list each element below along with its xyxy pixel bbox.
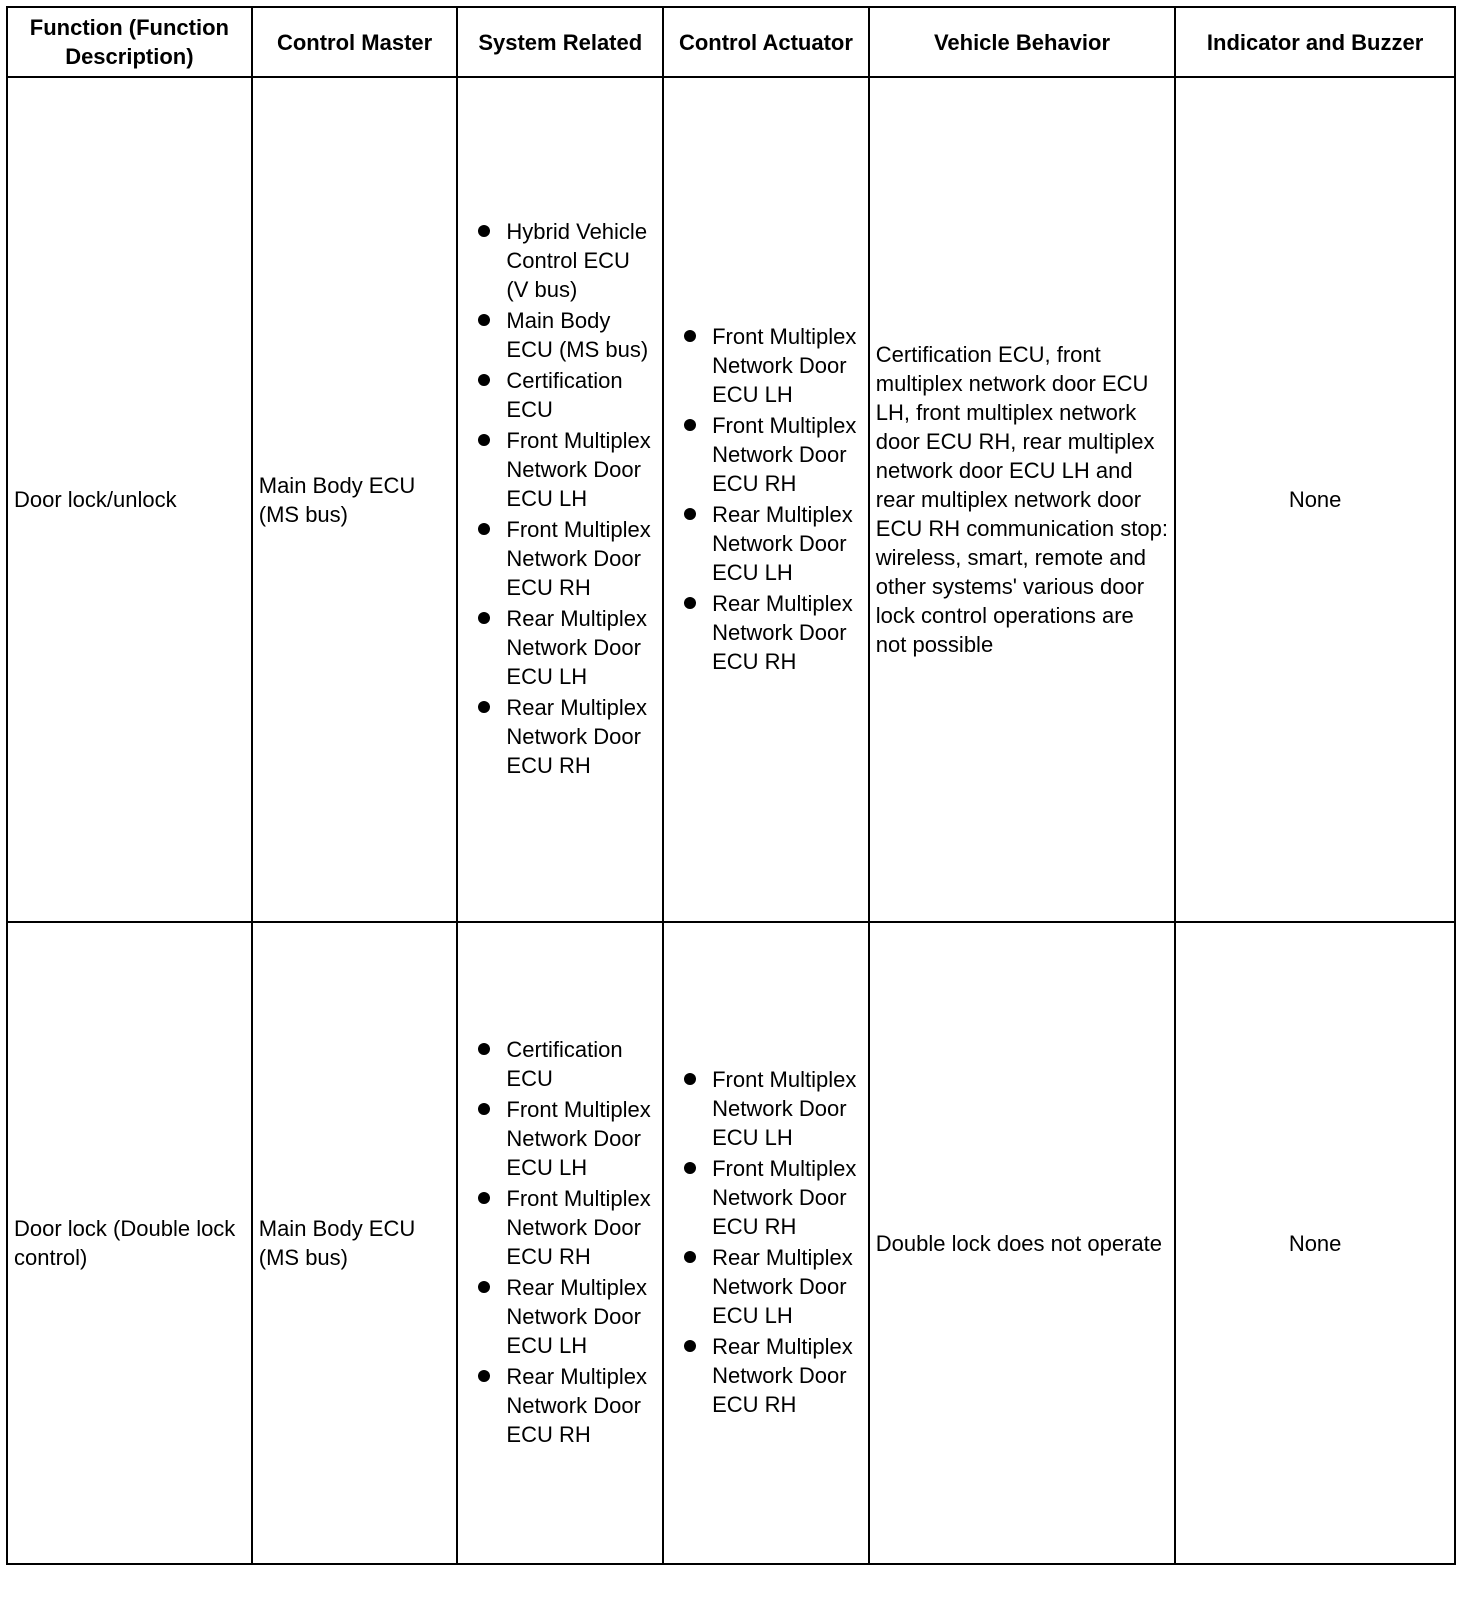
bullet-icon (478, 1281, 490, 1293)
control-actuator-cell (663, 922, 869, 1564)
list-item: Front Multiplex Network Door ECU LH (664, 1065, 868, 1152)
list-item: Main Body ECU (MS bus) (458, 306, 662, 364)
indicator-buzzer-cell: None (1175, 922, 1455, 1564)
header-indicator-buzzer: Indicator and Buzzer (1175, 7, 1455, 77)
control-actuator-cell (663, 77, 869, 922)
function-cell: Door lock (Double lock control) (7, 922, 252, 1564)
list-item: Rear Multiplex Network Door ECU RH (458, 693, 662, 780)
bullet-icon (684, 330, 696, 342)
table-row (7, 77, 1455, 922)
system-related-cell (457, 77, 663, 922)
bullet-icon (684, 1162, 696, 1174)
list-item: Hybrid Vehicle Control ECU (V bus) (458, 217, 662, 304)
list-item: Front Multiplex Network Door ECU LH (458, 1095, 662, 1182)
bullet-icon (478, 1192, 490, 1204)
bullet-icon (684, 508, 696, 520)
bullet-icon (478, 434, 490, 446)
bullet-icon (478, 523, 490, 535)
control-master-cell: Main Body ECU (MS bus) (252, 77, 458, 922)
header-row (7, 7, 1455, 77)
list-item: Rear Multiplex Network Door ECU LH (458, 1273, 662, 1360)
table-row (7, 922, 1455, 1564)
list-item: Certification ECU (458, 366, 662, 424)
list-item: Rear Multiplex Network Door ECU RH (664, 1332, 868, 1419)
list-item: Rear Multiplex Network Door ECU RH (664, 589, 868, 676)
header-vehicle-behavior: Vehicle Behavior (869, 7, 1175, 77)
bullet-icon (684, 597, 696, 609)
header-control-actuator: Control Actuator (663, 7, 869, 77)
list-item: Rear Multiplex Network Door ECU LH (664, 500, 868, 587)
function-cell: Door lock/unlock (7, 77, 252, 922)
bullet-icon (478, 1370, 490, 1382)
vehicle-behavior-cell: Double lock does not operate (869, 922, 1175, 1564)
control-actuator-list (664, 322, 868, 676)
list-item: Front Multiplex Network Door ECU RH (458, 1184, 662, 1271)
header-function: Function (Function Description) (7, 7, 252, 77)
list-item: Rear Multiplex Network Door ECU LH (664, 1243, 868, 1330)
vehicle-behavior-cell: Certification ECU, front multiplex network door ECU LH, front multiplex network door ECU RH, rear multiplex network door ECU LH and rear multiplex network door ECU RH communication stop: wireless, smart, remote and other systems' various door lock control operations are not possible (869, 77, 1175, 922)
list-item: Front Multiplex Network Door ECU LH (458, 426, 662, 513)
bullet-icon (684, 1251, 696, 1263)
bullet-icon (478, 701, 490, 713)
control-actuator-list (664, 1065, 868, 1419)
bullet-icon (478, 314, 490, 326)
bullet-icon (684, 1073, 696, 1085)
bullet-icon (478, 1043, 490, 1055)
system-related-cell (457, 922, 663, 1564)
system-related-list (458, 1035, 662, 1449)
bullet-icon (684, 1340, 696, 1352)
list-item: Front Multiplex Network Door ECU RH (664, 411, 868, 498)
bullet-icon (478, 1103, 490, 1115)
bullet-icon (478, 612, 490, 624)
header-system-related: System Related (457, 7, 663, 77)
system-related-list (458, 217, 662, 780)
list-item: Front Multiplex Network Door ECU RH (458, 515, 662, 602)
bullet-icon (478, 374, 490, 386)
list-item: Certification ECU (458, 1035, 662, 1093)
bullet-icon (684, 419, 696, 431)
list-item: Front Multiplex Network Door ECU LH (664, 322, 868, 409)
indicator-buzzer-cell: None (1175, 77, 1455, 922)
bullet-icon (478, 225, 490, 237)
control-master-cell: Main Body ECU (MS bus) (252, 922, 458, 1564)
list-item: Rear Multiplex Network Door ECU LH (458, 604, 662, 691)
header-control-master: Control Master (252, 7, 458, 77)
list-item: Front Multiplex Network Door ECU RH (664, 1154, 868, 1241)
function-table (6, 6, 1456, 1565)
list-item: Rear Multiplex Network Door ECU RH (458, 1362, 662, 1449)
